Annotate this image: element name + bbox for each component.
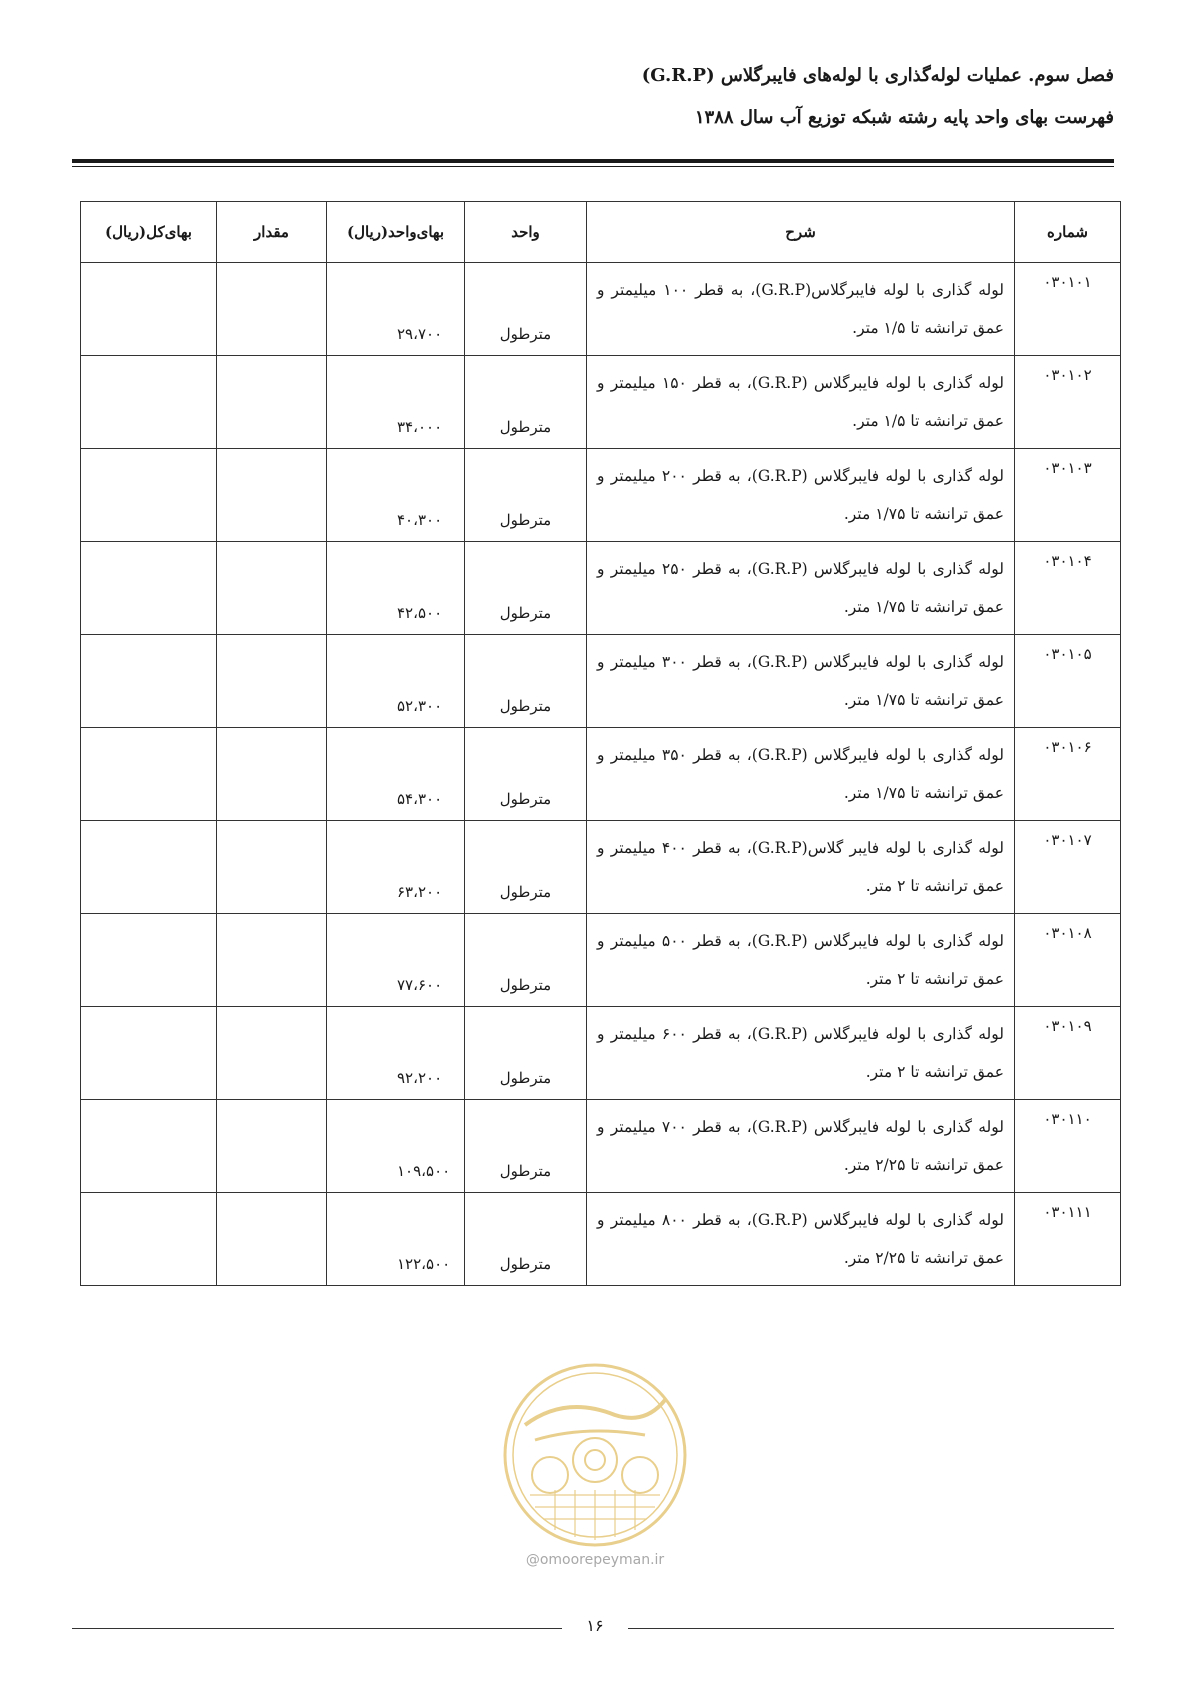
- header-rule-thin: [72, 166, 1114, 167]
- item-unit: مترطول: [465, 914, 587, 1007]
- item-quantity: [217, 821, 327, 914]
- footer-rule-right: [628, 1628, 1114, 1629]
- item-unit-price: ۱۲۲،۵۰۰: [327, 1193, 465, 1286]
- item-code: ۰۳۰۱۰۷: [1015, 821, 1121, 914]
- item-unit-price: ۵۲،۳۰۰: [327, 635, 465, 728]
- item-quantity: [217, 263, 327, 356]
- item-description: لوله گذاری با لوله فایبرگلاس (G.R.P)، به قطر ۳۰۰ میلیمتر و عمق ترانشه تا ۱/۷۵ متر.: [587, 635, 1015, 728]
- col-header-qty: مقدار: [217, 202, 327, 263]
- item-quantity: [217, 1193, 327, 1286]
- col-header-total: بهای‌کل(ریال): [81, 202, 217, 263]
- item-unit: مترطول: [465, 449, 587, 542]
- item-description: لوله گذاری با لوله فایبرگلاس (G.R.P)، به قطر ۳۵۰ میلیمتر و عمق ترانشه تا ۱/۷۵ متر.: [587, 728, 1015, 821]
- page-number: ۱۶: [586, 1616, 604, 1635]
- table-row: [81, 542, 1121, 635]
- chapter-title: فصل سوم. عملیات لوله‌گذاری با لوله‌های فایبرگلاس (G.R.P): [641, 65, 1114, 86]
- item-quantity: [217, 635, 327, 728]
- item-code: ۰۳۰۱۰۲: [1015, 356, 1121, 449]
- item-unit-price: ۱۰۹،۵۰۰: [327, 1100, 465, 1193]
- item-total: [81, 263, 217, 356]
- header-rule-thick: [72, 159, 1114, 163]
- item-quantity: [217, 356, 327, 449]
- item-code: ۰۳۰۱۰۶: [1015, 728, 1121, 821]
- item-unit: مترطول: [465, 821, 587, 914]
- item-description: لوله گذاری با لوله فایبرگلاس (G.R.P)، به قطر ۶۰۰ میلیمتر و عمق ترانشه تا ۲ متر.: [587, 1007, 1015, 1100]
- item-unit: مترطول: [465, 263, 587, 356]
- item-total: [81, 542, 217, 635]
- table-body: [81, 263, 1121, 1286]
- item-description: لوله گذاری با لوله فایبرگلاس (G.R.P)، به قطر ۲۵۰ میلیمتر و عمق ترانشه تا ۱/۷۵ متر.: [587, 542, 1015, 635]
- item-unit: مترطول: [465, 1100, 587, 1193]
- table-row: [81, 449, 1121, 542]
- table-header-row: [81, 202, 1121, 263]
- item-description: لوله گذاری با لوله فایبرگلاس (G.R.P)، به قطر ۵۰۰ میلیمتر و عمق ترانشه تا ۲ متر.: [587, 914, 1015, 1007]
- col-header-unit-price: بهای‌واحد(ریال): [327, 202, 465, 263]
- page-header: [74, 58, 1114, 136]
- item-total: [81, 1007, 217, 1100]
- item-total: [81, 1193, 217, 1286]
- item-unit-price: ۷۷،۶۰۰: [327, 914, 465, 1007]
- table-row: [81, 1193, 1121, 1286]
- item-total: [81, 821, 217, 914]
- item-total: [81, 1100, 217, 1193]
- item-code: ۰۳۰۱۰۸: [1015, 914, 1121, 1007]
- table-row: [81, 728, 1121, 821]
- table-row: [81, 356, 1121, 449]
- item-total: [81, 449, 217, 542]
- item-description: لوله گذاری با لوله فایبرگلاس (G.R.P)، به قطر ۸۰۰ میلیمتر و عمق ترانشه تا ۲/۲۵ متر.: [587, 1193, 1015, 1286]
- item-quantity: [217, 449, 327, 542]
- table-row: [81, 1007, 1121, 1100]
- item-code: ۰۳۰۱۰۱: [1015, 263, 1121, 356]
- col-header-desc: شرح: [587, 202, 1015, 263]
- footer-rule-left: [72, 1628, 562, 1629]
- item-quantity: [217, 728, 327, 821]
- item-code: ۰۳۰۱۱۱: [1015, 1193, 1121, 1286]
- document-title: فهرست بهای واحد پایه رشته شبکه توزیع آب سال ۱۳۸۸: [694, 107, 1114, 128]
- item-unit: مترطول: [465, 1193, 587, 1286]
- item-code: ۰۳۰۱۰۴: [1015, 542, 1121, 635]
- table-row: [81, 263, 1121, 356]
- item-description: لوله گذاری با لوله فایبرگلاس (G.R.P)، به قطر ۷۰۰ میلیمتر و عمق ترانشه تا ۲/۲۵ متر.: [587, 1100, 1015, 1193]
- item-unit-price: ۵۴،۳۰۰: [327, 728, 465, 821]
- item-unit: مترطول: [465, 635, 587, 728]
- item-code: ۰۳۰۱۰۵: [1015, 635, 1121, 728]
- item-description: لوله گذاری با لوله فایبرگلاس (G.R.P)، به قطر ۲۰۰ میلیمتر و عمق ترانشه تا ۱/۷۵ متر.: [587, 449, 1015, 542]
- col-header-code: شماره: [1015, 202, 1121, 263]
- item-total: [81, 728, 217, 821]
- item-unit: مترطول: [465, 542, 587, 635]
- item-description: لوله گذاری با لوله فایبرگلاس(G.R.P)، به قطر ۱۰۰ میلیمتر و عمق ترانشه تا ۱/۵ متر.: [587, 263, 1015, 356]
- item-quantity: [217, 1100, 327, 1193]
- item-code: ۰۳۰۱۰۹: [1015, 1007, 1121, 1100]
- item-code: ۰۳۰۱۰۳: [1015, 449, 1121, 542]
- item-description: لوله گذاری با لوله فایبرگلاس (G.R.P)، به قطر ۱۵۰ میلیمتر و عمق ترانشه تا ۱/۵ متر.: [587, 356, 1015, 449]
- seal-watermark: [495, 1355, 695, 1555]
- item-quantity: [217, 542, 327, 635]
- item-unit-price: ۳۴،۰۰۰: [327, 356, 465, 449]
- item-quantity: [217, 914, 327, 1007]
- item-quantity: [217, 1007, 327, 1100]
- item-total: [81, 356, 217, 449]
- item-unit: مترطول: [465, 356, 587, 449]
- col-header-unit: واحد: [465, 202, 587, 263]
- table-row: [81, 821, 1121, 914]
- item-total: [81, 914, 217, 1007]
- price-table: [80, 201, 1121, 1286]
- item-code: ۰۳۰۱۱۰: [1015, 1100, 1121, 1193]
- item-unit-price: ۹۲،۲۰۰: [327, 1007, 465, 1100]
- table-row: [81, 914, 1121, 1007]
- watermark-url: @omoorepeyman.ir: [525, 1552, 665, 1568]
- item-unit-price: ۲۹،۷۰۰: [327, 263, 465, 356]
- item-unit: مترطول: [465, 728, 587, 821]
- item-description: لوله گذاری با لوله فایبر گلاس(G.R.P)، به قطر ۴۰۰ میلیمتر و عمق ترانشه تا ۲ متر.: [587, 821, 1015, 914]
- item-unit-price: ۶۳،۲۰۰: [327, 821, 465, 914]
- item-unit-price: ۴۰،۳۰۰: [327, 449, 465, 542]
- item-unit: مترطول: [465, 1007, 587, 1100]
- item-unit-price: ۴۲،۵۰۰: [327, 542, 465, 635]
- table-row: [81, 1100, 1121, 1193]
- table-row: [81, 635, 1121, 728]
- item-total: [81, 635, 217, 728]
